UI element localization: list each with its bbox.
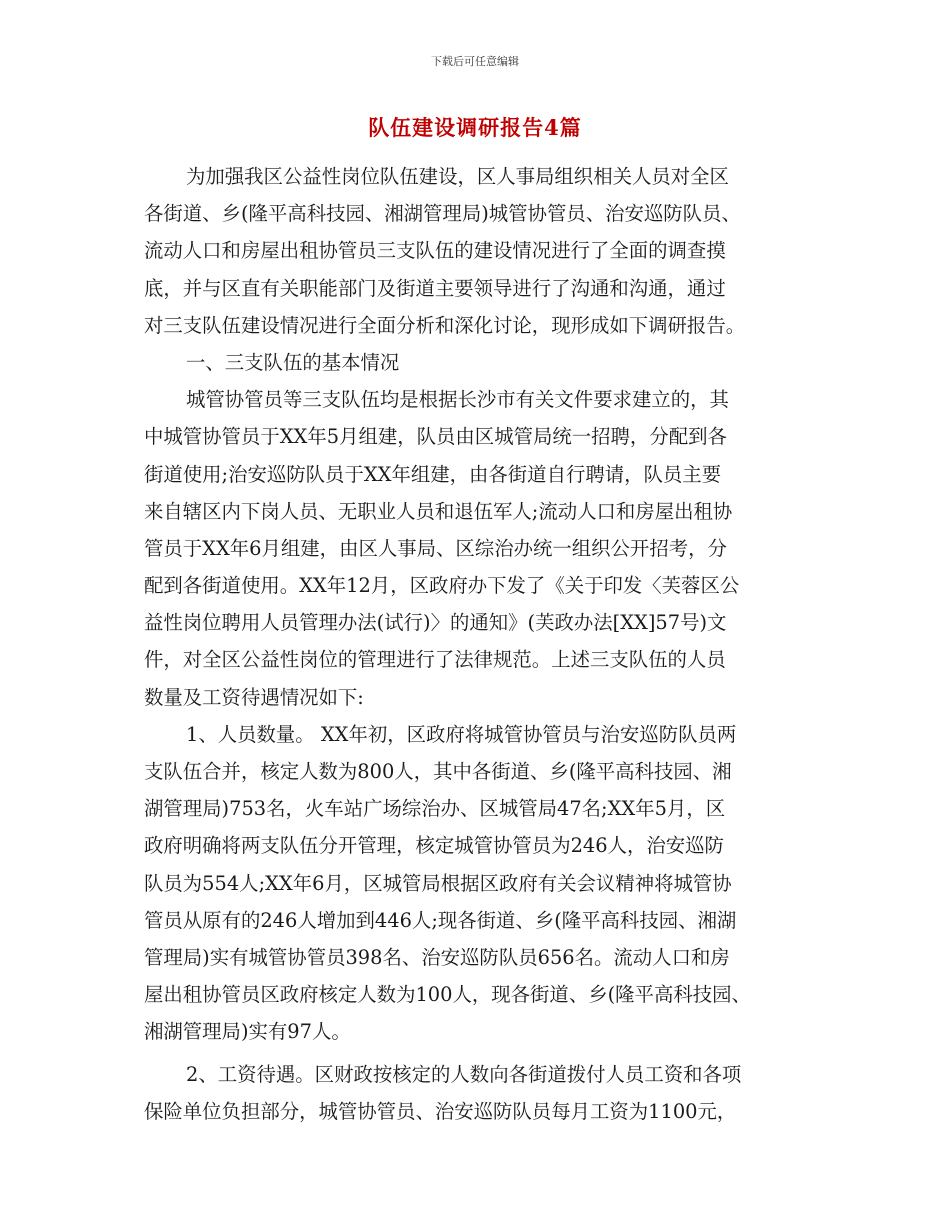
body-line: 各街道、乡(隆平高科技园、湘湖管理局)城管协管员、治安巡防队员、 (144, 202, 741, 226)
body-line: 湖管理局)753名，火车站广场综治办、区城管局47名;XX年5月，区 (144, 797, 726, 821)
body-line: 队员为554人;XX年6月，区城管局根据区政府有关会议精神将城管协 (144, 871, 732, 895)
body-line: 2、工资待遇。区财政按核定的人数向各街道拨付人员工资和各项 (186, 1062, 742, 1086)
body-line: 湘湖管理局)实有97人。 (144, 1020, 351, 1044)
body-line: 数量及工资待遇情况如下: (144, 685, 364, 709)
body-line: 配到各街道使用。XX年12月，区政府办下发了《关于印发〈芙蓉区公 (144, 574, 740, 598)
body-line: 来自辖区内下岗人员、无职业人员和退伍军人;流动人口和房屋出租协 (144, 499, 733, 523)
body-line: 管员于XX年6月组建，由区人事局、区综治办统一组织公开招考，分 (144, 536, 727, 560)
body-line: 件，对全区公益性岗位的管理进行了法律规范。上述三支队伍的人员 (144, 648, 726, 672)
document-body (144, 158, 816, 1130)
body-line: 管员从原有的246人增加到446人;现各街道、乡(隆平高科技园、湘湖 (144, 908, 737, 932)
body-line: 街道使用;治安巡防队员于XX年组建，由各街道自行聘请，队员主要 (144, 462, 722, 486)
body-line: 政府明确将两支队伍分开管理，核定城管协管员为246人，治安巡防 (144, 834, 724, 858)
body-line: 底，并与区直有关职能部门及街道主要领导进行了沟通和沟通，通过 (144, 276, 726, 300)
body-line: 对三支队伍建设情况进行全面分析和深化讨论，现形成如下调研报告。 (144, 313, 746, 337)
page-header: 下载后可任意编辑 (431, 55, 519, 68)
body-line: 保险单位负担部分，城管协管员、治安巡防队员每月工资为1100元， (144, 1099, 737, 1123)
body-line: 益性岗位聘用人员管理办法(试行)〉的通知》(芙政办法[XX]57号)文 (144, 611, 727, 635)
body-line: 为加强我区公益性岗位队伍建设，区人事局组织相关人员对全区 (186, 165, 729, 188)
section-heading: 一、三支队伍的基本情况 (186, 350, 400, 374)
body-line: 管理局)实有城管协管员398名、治安巡防队员656名。流动人口和房 (144, 945, 730, 969)
body-line: 屋出租协管员区政府核定人数为100人，现各街道、乡(隆平高科技园、 (144, 983, 751, 1007)
body-line: 1、人员数量。 XX年初，区政府将城管协管员与治安巡防队员两 (186, 722, 737, 746)
body-line: 支队伍合并，核定人数为800人，其中各街道、乡(隆平高科技园、湘 (144, 760, 732, 783)
body-line: 城管协管员等三支队伍均是根据长沙市有关文件要求建立的，其 (186, 388, 729, 412)
body-line: 流动人口和房屋出租协管员三支队伍的建设情况进行了全面的调查摸 (144, 239, 726, 263)
body-line: 中城管协管员于XX年5月组建，队员由区城管局统一招聘，分配到各 (144, 425, 727, 449)
document-title: 队伍建设调研报告4篇 (368, 115, 582, 140)
